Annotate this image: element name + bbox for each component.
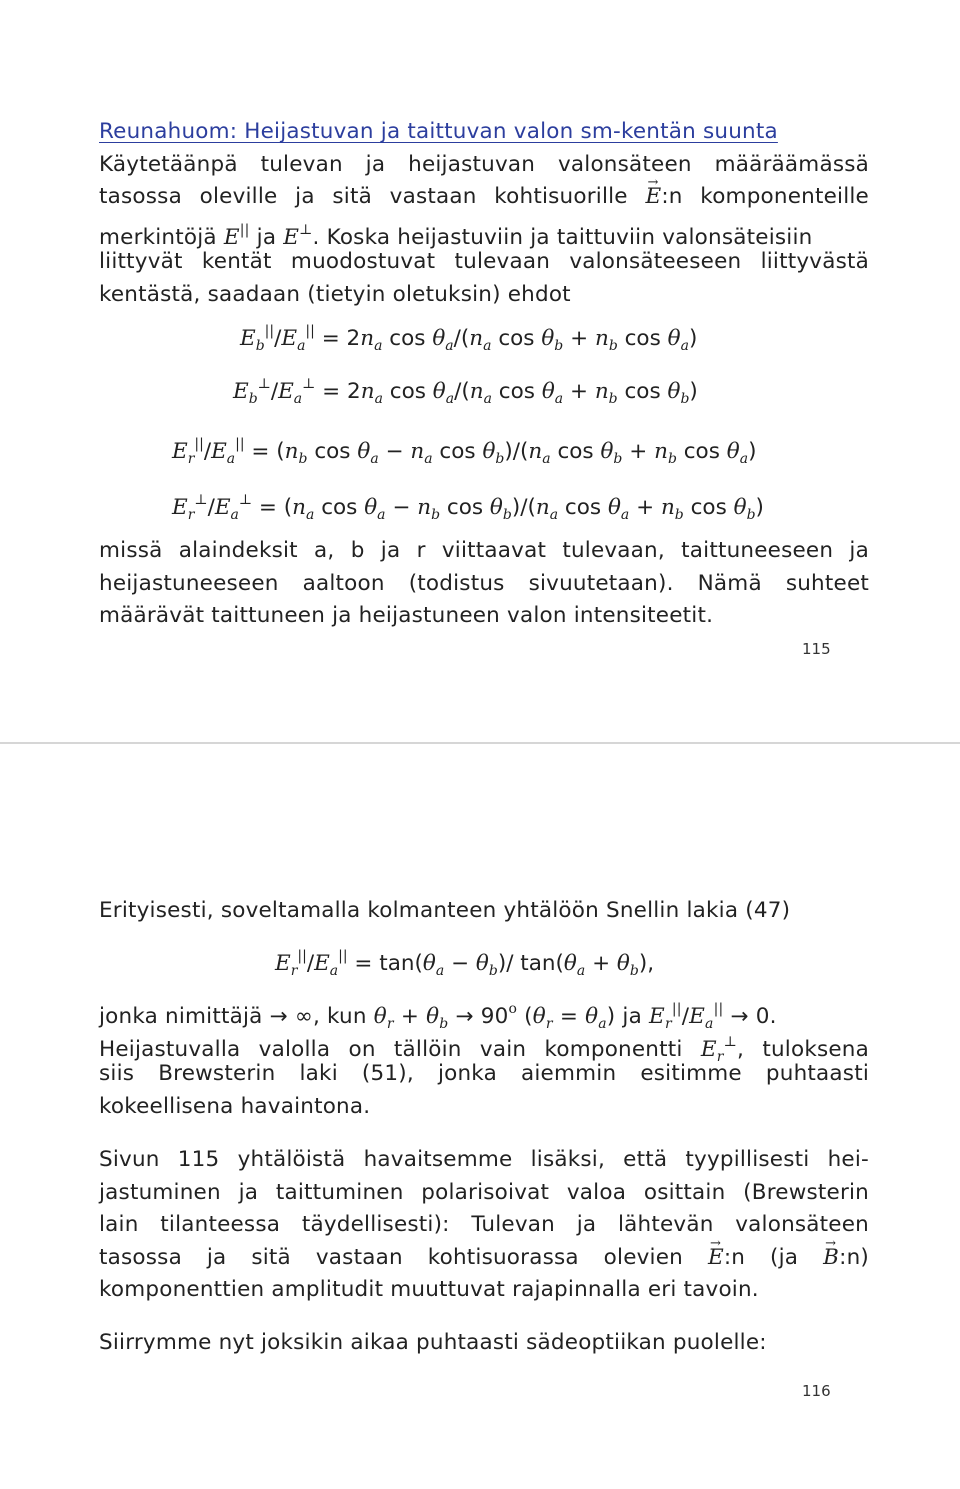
ray-optics-paragraph <box>99 1327 869 1360</box>
equation-transmitted-perpendicular: $E_b^\perp/E_a^\perp = 2n_a$ $\cos \theta_a/(n_a$ $\cos \theta_a + n_b$ $\cos \theta_b$) <box>233 376 698 407</box>
page-number: 116 <box>802 1382 831 1400</box>
intro-line: merkintöjä E|| ja E⊥. Koska heijastuviin ja taittuviin valonsäteisiin <box>99 221 813 250</box>
paragraph-line: jastuminen ja taittuminen polarisoivat valoa osittain (Brewsterin <box>99 1179 869 1205</box>
paragraph-line: tasossa ja sitä vastaan kohtisuorassa olevien → E:n (ja → B:n) <box>99 1242 869 1275</box>
paragraph-line: siis Brewsterin laki (51), jonka aiemmin esitimme puhtaasti <box>99 1061 869 1087</box>
paragraph-line: lain tilanteessa täydellisesti): Tulevan ja lähtevän valonsäteen <box>99 1212 869 1238</box>
intro-line: Käytetäänpä tulevan ja heijastuvan valonsäteen määräämässä <box>99 151 869 177</box>
intro-line: tasossa oleville ja sitä vastaan kohtisuorille → E:n komponenteille <box>99 181 869 214</box>
polarization-paragraph <box>99 1144 869 1307</box>
paragraph-line: Erityisesti, soveltamalla kolmanteen yhtälöön Snellin lakia (47) <box>99 898 791 923</box>
intro-line: liittyvät kentät muodostuvat tulevaan valonsäteeseen liittyvästä <box>99 249 869 275</box>
paragraph-line: heijastuneeseen aaltoon (todistus sivuutetaan). Nämä suhteet <box>99 570 869 596</box>
page-116 <box>0 745 960 1489</box>
snell-paragraph <box>99 993 869 1123</box>
paragraph-line: jonka nimittäjä → ∞, kun $\theta_r + \theta_b \to 90^o$ $(\theta_r = \theta_a)$ ja $E_r^{||}/E_a^{||} \to 0$. <box>99 1001 777 1032</box>
snell-paragraph-intro <box>99 895 869 928</box>
equation-brewster-tan: $E_r^{||}/E_a^{||} = \tan(\theta_a - \theta_b)/$ $\tan(\theta_a + \theta_b)$, <box>275 948 655 979</box>
paragraph-line: Sivun 115 yhtälöistä havaitsemme lisäksi, että tyypillisesti hei- <box>99 1147 869 1172</box>
page-number: 115 <box>802 640 831 658</box>
page-divider <box>0 742 960 744</box>
equation-transmitted-parallel: $E_b^{||}/E_a^{||} = 2n_a$ $\cos \theta_a/(n_a$ $\cos \theta_b + n_b$ $\cos \theta_a$) <box>240 323 698 354</box>
page-115 <box>0 0 960 742</box>
paragraph-line: missä alaindeksit a, b ja r viittaavat tulevaan, taittuneeseen ja <box>99 538 869 563</box>
paragraph-line: määrävät taittuneen ja heijastuneen valon intensiteetit. <box>99 603 714 629</box>
section-heading: Reunahuom: Heijastuvan ja taittuvan valon sm-kentän suunta <box>99 119 778 144</box>
intro-paragraph <box>99 116 869 312</box>
equation-reflected-parallel: $E_r^{||}/E_a^{||} = (n_b$ $\cos \theta_a - n_a$ $\cos \theta_b)/(n_a$ $\cos \theta_b + n_b$ $\cos \theta_a$) <box>172 436 757 467</box>
paragraph-line: komponenttien amplitudit muuttuvat rajapinnalla eri tavoin. <box>99 1277 759 1303</box>
intro-line: kentästä, saadaan (tietyin oletuksin) ehdot <box>99 281 571 307</box>
paragraph-line: kokeellisena havaintona. <box>99 1093 371 1119</box>
equation-reflected-perpendicular: $E_r^\perp/E_a^\perp = (n_a$ $\cos \theta_a - n_b$ $\cos \theta_b)/(n_a$ $\cos \theta_a + n_b$ $\cos \theta_b$) <box>172 492 764 523</box>
paragraph-line: Siirrymme nyt joksikin aikaa puhtaasti sädeoptiikan puolelle: <box>99 1330 767 1355</box>
after-equations-paragraph <box>99 535 869 633</box>
paragraph-line: Heijastuvalla valolla on tällöin vain komponentti $E_r^\perp$, tuloksena <box>99 1033 869 1065</box>
